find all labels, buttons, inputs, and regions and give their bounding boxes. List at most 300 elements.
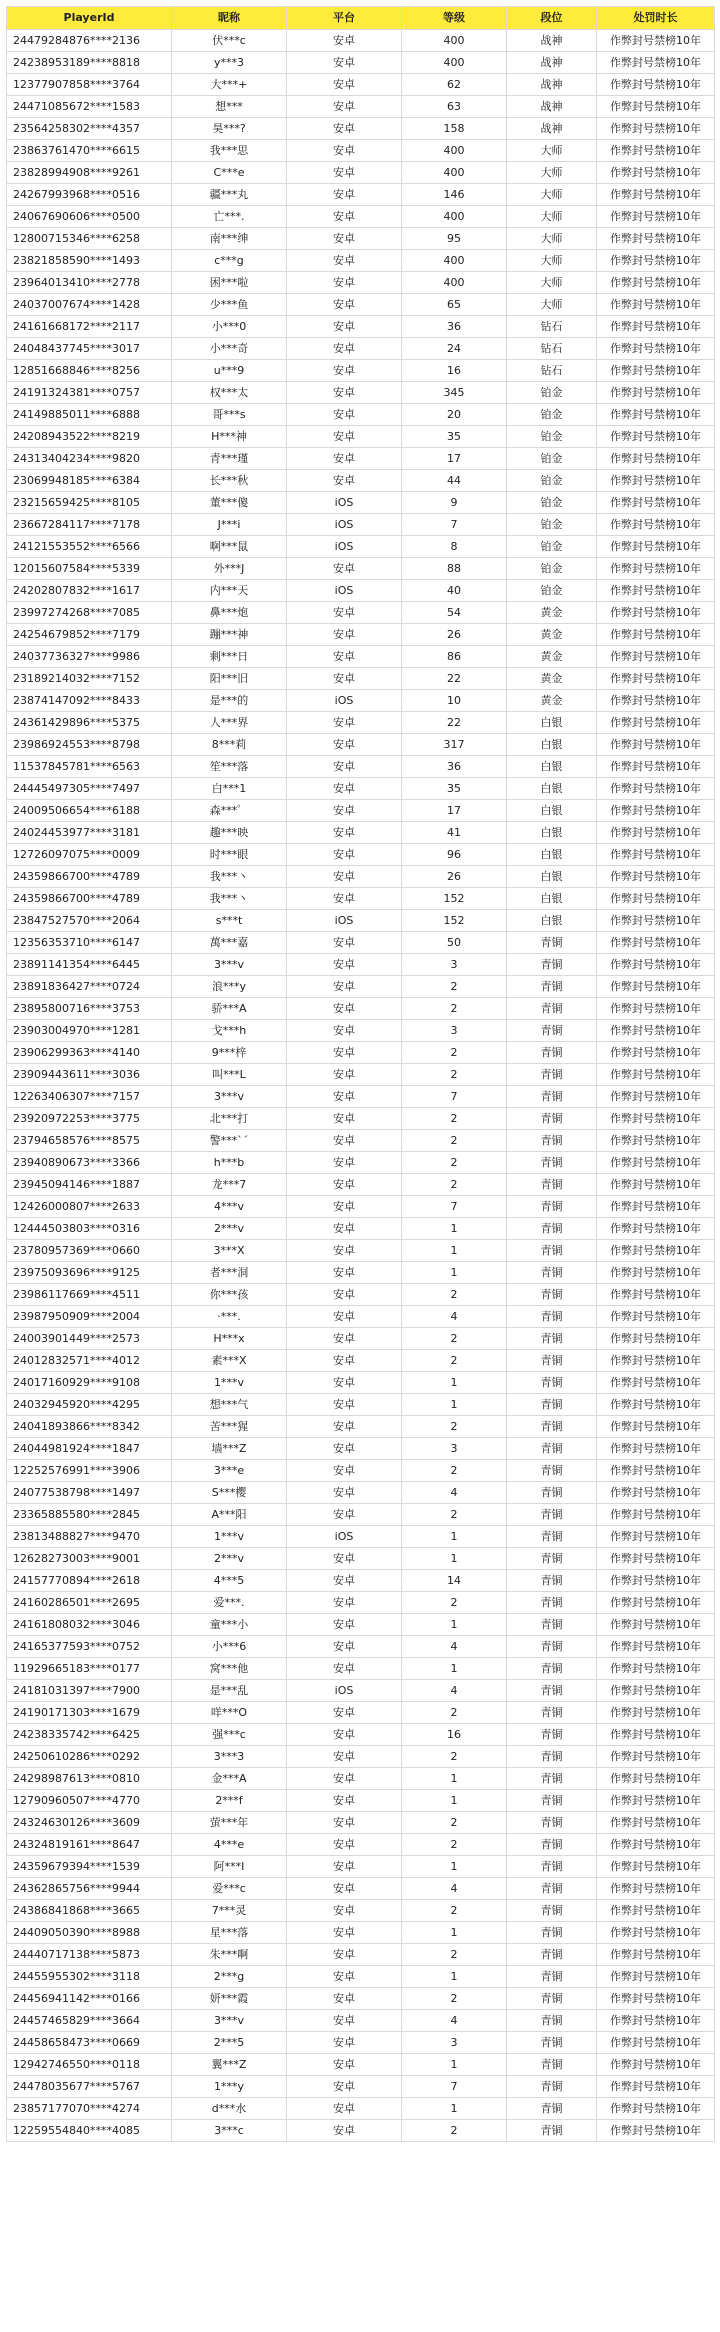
rank-cell: 铂金 (507, 536, 597, 558)
player-id-cell: 12790960507****4770 (7, 1790, 172, 1812)
table-row (7, 1768, 715, 1790)
nickname-cell: 我***思 (172, 140, 287, 162)
table-row (7, 294, 715, 316)
penalty-cell: 作弊封号禁榜10年 (597, 954, 715, 976)
rank-cell: 黄金 (507, 668, 597, 690)
level-cell: 3 (402, 1438, 507, 1460)
level-cell: 36 (402, 316, 507, 338)
player-id-cell: 12426000807****2633 (7, 1196, 172, 1218)
level-cell: 1 (402, 1790, 507, 1812)
player-id-cell: 24456941142****0166 (7, 1988, 172, 2010)
player-id-cell: 23920972253****3775 (7, 1108, 172, 1130)
nickname-cell: 想*** (172, 96, 287, 118)
table-row (7, 1482, 715, 1504)
rank-cell: 青铜 (507, 1768, 597, 1790)
platform-cell: 安卓 (287, 74, 402, 96)
level-cell: 86 (402, 646, 507, 668)
penalty-cell: 作弊封号禁榜10年 (597, 866, 715, 888)
platform-cell: 安卓 (287, 1130, 402, 1152)
level-cell: 88 (402, 558, 507, 580)
nickname-cell: 者***洞 (172, 1262, 287, 1284)
rank-cell: 白银 (507, 844, 597, 866)
level-cell: 2 (402, 1812, 507, 1834)
platform-cell: 安卓 (287, 184, 402, 206)
level-cell: 1 (402, 1856, 507, 1878)
table-row (7, 1086, 715, 1108)
platform-cell: 安卓 (287, 1988, 402, 2010)
table-row (7, 206, 715, 228)
player-id-cell: 23828994908****9261 (7, 162, 172, 184)
platform-cell: 安卓 (287, 1460, 402, 1482)
penalty-cell: 作弊封号禁榜10年 (597, 558, 715, 580)
table-row (7, 2076, 715, 2098)
level-cell: 158 (402, 118, 507, 140)
level-cell: 14 (402, 1570, 507, 1592)
level-cell: 400 (402, 250, 507, 272)
penalty-cell: 作弊封号禁榜10年 (597, 184, 715, 206)
nickname-cell: 3***e (172, 1460, 287, 1482)
penalty-cell: 作弊封号禁榜10年 (597, 888, 715, 910)
penalty-cell: 作弊封号禁榜10年 (597, 2098, 715, 2120)
platform-cell: 安卓 (287, 1152, 402, 1174)
table-row (7, 250, 715, 272)
player-id-cell: 12015607584****5339 (7, 558, 172, 580)
rank-cell: 青铜 (507, 1790, 597, 1812)
player-id-cell: 23069948185****6384 (7, 470, 172, 492)
table-row (7, 646, 715, 668)
penalty-cell: 作弊封号禁榜10年 (597, 492, 715, 514)
rank-cell: 青铜 (507, 2054, 597, 2076)
table-row (7, 800, 715, 822)
penalty-cell: 作弊封号禁榜10年 (597, 2054, 715, 2076)
nickname-cell: 北***打 (172, 1108, 287, 1130)
level-cell: 3 (402, 2032, 507, 2054)
nickname-cell: 叫***L (172, 1064, 287, 1086)
table-row (7, 602, 715, 624)
nickname-cell: 7***灵 (172, 1900, 287, 1922)
level-cell: 44 (402, 470, 507, 492)
rank-cell: 青铜 (507, 2098, 597, 2120)
platform-cell: 安卓 (287, 1020, 402, 1042)
table-row (7, 74, 715, 96)
rank-cell: 白银 (507, 910, 597, 932)
level-cell: 1 (402, 1240, 507, 1262)
table-row (7, 1592, 715, 1614)
platform-cell: 安卓 (287, 1548, 402, 1570)
player-id-cell: 23964013410****2778 (7, 272, 172, 294)
rank-cell: 大师 (507, 250, 597, 272)
level-cell: 35 (402, 778, 507, 800)
rank-cell: 战神 (507, 30, 597, 52)
penalty-cell: 作弊封号禁榜10年 (597, 1658, 715, 1680)
nickname-cell: 爱***c (172, 1878, 287, 1900)
rank-cell: 战神 (507, 96, 597, 118)
rank-cell: 铂金 (507, 492, 597, 514)
level-cell: 10 (402, 690, 507, 712)
table-row (7, 866, 715, 888)
rank-cell: 战神 (507, 118, 597, 140)
platform-cell: iOS (287, 514, 402, 536)
platform-cell: 安卓 (287, 1306, 402, 1328)
table-row (7, 2032, 715, 2054)
rank-cell: 青铜 (507, 1372, 597, 1394)
rank-cell: 青铜 (507, 1614, 597, 1636)
rank-cell: 青铜 (507, 976, 597, 998)
player-id-cell: 24440717138****5873 (7, 1944, 172, 1966)
nickname-cell: 窝***他 (172, 1658, 287, 1680)
rank-cell: 青铜 (507, 1548, 597, 1570)
penalty-cell: 作弊封号禁榜10年 (597, 1284, 715, 1306)
rank-cell: 青铜 (507, 998, 597, 1020)
rank-cell: 大师 (507, 162, 597, 184)
rank-cell: 大师 (507, 228, 597, 250)
platform-cell: 安卓 (287, 756, 402, 778)
penalty-cell: 作弊封号禁榜10年 (597, 1878, 715, 1900)
platform-cell: 安卓 (287, 1350, 402, 1372)
player-id-cell: 24409050390****8988 (7, 1922, 172, 1944)
penalty-cell: 作弊封号禁榜10年 (597, 1460, 715, 1482)
penalty-cell: 作弊封号禁榜10年 (597, 536, 715, 558)
player-id-cell: 24037736327****9986 (7, 646, 172, 668)
table-row (7, 2120, 715, 2142)
table-row (7, 932, 715, 954)
nickname-cell: 素***X (172, 1350, 287, 1372)
rank-cell: 大师 (507, 294, 597, 316)
rank-cell: 白银 (507, 712, 597, 734)
penalty-cell: 作弊封号禁榜10年 (597, 1372, 715, 1394)
penalty-cell: 作弊封号禁榜10年 (597, 1548, 715, 1570)
penalty-cell: 作弊封号禁榜10年 (597, 316, 715, 338)
level-cell: 2 (402, 998, 507, 1020)
level-cell: 22 (402, 712, 507, 734)
level-cell: 2 (402, 1284, 507, 1306)
player-id-cell: 24455955302****3118 (7, 1966, 172, 1988)
level-cell: 2 (402, 1900, 507, 1922)
penalty-cell: 作弊封号禁榜10年 (597, 1724, 715, 1746)
table-row (7, 426, 715, 448)
platform-cell: iOS (287, 492, 402, 514)
level-cell: 2 (402, 1152, 507, 1174)
penalty-cell: 作弊封号禁榜10年 (597, 1218, 715, 1240)
nickname-cell: 朱***啊 (172, 1944, 287, 1966)
player-id-cell: 23986117669****4511 (7, 1284, 172, 1306)
platform-cell: 安卓 (287, 1086, 402, 1108)
player-id-cell: 23365885580****2845 (7, 1504, 172, 1526)
platform-cell: 安卓 (287, 30, 402, 52)
table-row (7, 1218, 715, 1240)
table-row (7, 470, 715, 492)
platform-cell: 安卓 (287, 1372, 402, 1394)
penalty-cell: 作弊封号禁榜10年 (597, 1350, 715, 1372)
player-id-cell: 23997274268****7085 (7, 602, 172, 624)
nickname-cell: 我***丶 (172, 888, 287, 910)
penalty-cell: 作弊封号禁榜10年 (597, 1394, 715, 1416)
table-row (7, 1350, 715, 1372)
penalty-cell: 作弊封号禁榜10年 (597, 96, 715, 118)
nickname-cell: 外***J (172, 558, 287, 580)
platform-cell: 安卓 (287, 162, 402, 184)
platform-cell: 安卓 (287, 1768, 402, 1790)
level-cell: 2 (402, 1460, 507, 1482)
table-row (7, 580, 715, 602)
penalty-cell: 作弊封号禁榜10年 (597, 602, 715, 624)
platform-cell: 安卓 (287, 272, 402, 294)
platform-cell: 安卓 (287, 976, 402, 998)
platform-cell: 安卓 (287, 1504, 402, 1526)
level-cell: 2 (402, 1108, 507, 1130)
penalty-cell: 作弊封号禁榜10年 (597, 712, 715, 734)
rank-cell: 青铜 (507, 1504, 597, 1526)
table-row (7, 338, 715, 360)
player-id-cell: 24067690606****0500 (7, 206, 172, 228)
nickname-cell: 4***e (172, 1834, 287, 1856)
nickname-cell: 萬***嘉 (172, 932, 287, 954)
player-id-cell: 24313404234****9820 (7, 448, 172, 470)
penalty-cell: 作弊封号禁榜10年 (597, 998, 715, 1020)
penalty-cell: 作弊封号禁榜10年 (597, 646, 715, 668)
platform-cell: iOS (287, 1680, 402, 1702)
nickname-cell: 妍***霞 (172, 1988, 287, 2010)
penalty-cell: 作弊封号禁榜10年 (597, 910, 715, 932)
nickname-cell: 4***v (172, 1196, 287, 1218)
rank-cell: 青铜 (507, 1394, 597, 1416)
table-row (7, 1658, 715, 1680)
player-id-cell: 23667284117****7178 (7, 514, 172, 536)
table-row (7, 844, 715, 866)
rank-cell: 白银 (507, 778, 597, 800)
nickname-cell: S***樱 (172, 1482, 287, 1504)
level-cell: 400 (402, 140, 507, 162)
table-row (7, 1020, 715, 1042)
rank-cell: 青铜 (507, 1966, 597, 1988)
player-id-cell: 23903004970****1281 (7, 1020, 172, 1042)
level-cell: 400 (402, 52, 507, 74)
table-row (7, 1284, 715, 1306)
table-row (7, 404, 715, 426)
platform-cell: 安卓 (287, 1174, 402, 1196)
player-id-cell: 12726097075****0009 (7, 844, 172, 866)
player-id-cell: 24386841868****3665 (7, 1900, 172, 1922)
nickname-cell: 翼***Z (172, 2054, 287, 2076)
penalty-cell: 作弊封号禁榜10年 (597, 976, 715, 998)
table-row (7, 316, 715, 338)
rank-cell: 白银 (507, 734, 597, 756)
rank-cell: 战神 (507, 52, 597, 74)
player-id-cell: 24190171303****1679 (7, 1702, 172, 1724)
table-row (7, 778, 715, 800)
platform-cell: 安卓 (287, 1240, 402, 1262)
platform-cell: 安卓 (287, 382, 402, 404)
level-cell: 4 (402, 1482, 507, 1504)
level-cell: 4 (402, 2010, 507, 2032)
level-cell: 4 (402, 1306, 507, 1328)
platform-cell: 安卓 (287, 294, 402, 316)
nickname-cell: 小***奇 (172, 338, 287, 360)
level-cell: 2 (402, 1746, 507, 1768)
player-id-cell: 24208943522****8219 (7, 426, 172, 448)
table-row (7, 1416, 715, 1438)
rank-cell: 青铜 (507, 1944, 597, 1966)
penalty-cell: 作弊封号禁榜10年 (597, 228, 715, 250)
nickname-cell: 蹦***神 (172, 624, 287, 646)
nickname-cell: 3***v (172, 1086, 287, 1108)
penalty-cell: 作弊封号禁榜10年 (597, 2120, 715, 2142)
nickname-cell: 鼻***炮 (172, 602, 287, 624)
level-cell: 400 (402, 30, 507, 52)
player-id-cell: 24202807832****1617 (7, 580, 172, 602)
table-row (7, 30, 715, 52)
platform-cell: 安卓 (287, 1394, 402, 1416)
player-id-cell: 23215659425****8105 (7, 492, 172, 514)
level-cell: 65 (402, 294, 507, 316)
level-cell: 54 (402, 602, 507, 624)
platform-cell: 安卓 (287, 96, 402, 118)
rank-cell: 白银 (507, 822, 597, 844)
nickname-cell: 浪***y (172, 976, 287, 998)
rank-cell: 铂金 (507, 448, 597, 470)
penalty-cell: 作弊封号禁榜10年 (597, 932, 715, 954)
nickname-cell: u***9 (172, 360, 287, 382)
nickname-cell: 困***啦 (172, 272, 287, 294)
level-cell: 3 (402, 954, 507, 976)
player-id-cell: 24457465829****3664 (7, 2010, 172, 2032)
player-id-cell: 23909443611****3036 (7, 1064, 172, 1086)
nickname-cell: 长***秋 (172, 470, 287, 492)
platform-cell: 安卓 (287, 228, 402, 250)
level-cell: 9 (402, 492, 507, 514)
platform-cell: 安卓 (287, 140, 402, 162)
level-cell: 2 (402, 1350, 507, 1372)
table-header (7, 7, 715, 30)
nickname-cell: d***水 (172, 2098, 287, 2120)
table-row (7, 1372, 715, 1394)
penalty-cell: 作弊封号禁榜10年 (597, 580, 715, 602)
rank-cell: 青铜 (507, 1922, 597, 1944)
player-id-cell: 24361429896****5375 (7, 712, 172, 734)
level-cell: 16 (402, 360, 507, 382)
nickname-cell: 内***天 (172, 580, 287, 602)
platform-cell: 安卓 (287, 470, 402, 492)
player-id-cell: 24478035677****5767 (7, 2076, 172, 2098)
player-id-cell: 24458658473****0669 (7, 2032, 172, 2054)
nickname-cell: 少***鱼 (172, 294, 287, 316)
nickname-cell: 白***1 (172, 778, 287, 800)
penalty-cell: 作弊封号禁榜10年 (597, 52, 715, 74)
penalty-cell: 作弊封号禁榜10年 (597, 1020, 715, 1042)
rank-cell: 铂金 (507, 470, 597, 492)
nickname-cell: c***g (172, 250, 287, 272)
rank-cell: 青铜 (507, 1174, 597, 1196)
player-id-cell: 23891141354****6445 (7, 954, 172, 976)
platform-cell: 安卓 (287, 1064, 402, 1086)
rank-cell: 青铜 (507, 2010, 597, 2032)
table-row (7, 1526, 715, 1548)
table-row (7, 822, 715, 844)
nickname-cell: 想***气 (172, 1394, 287, 1416)
table-row (7, 2010, 715, 2032)
level-cell: 63 (402, 96, 507, 118)
penalty-cell: 作弊封号禁榜10年 (597, 1570, 715, 1592)
nickname-cell: C***e (172, 162, 287, 184)
level-cell: 2 (402, 1944, 507, 1966)
rank-cell: 青铜 (507, 1900, 597, 1922)
player-id-cell: 24359866700****4789 (7, 888, 172, 910)
rank-cell: 青铜 (507, 932, 597, 954)
player-id-cell: 24032945920****4295 (7, 1394, 172, 1416)
player-id-cell: 24359679394****1539 (7, 1856, 172, 1878)
player-id-cell: 23847527570****2064 (7, 910, 172, 932)
nickname-cell: 8***莉 (172, 734, 287, 756)
table-row (7, 1240, 715, 1262)
penalty-cell: 作弊封号禁榜10年 (597, 1680, 715, 1702)
table-row (7, 52, 715, 74)
rank-cell: 铂金 (507, 558, 597, 580)
player-id-cell: 24267993968****0516 (7, 184, 172, 206)
player-id-cell: 24324630126****3609 (7, 1812, 172, 1834)
platform-cell: 安卓 (287, 1790, 402, 1812)
penalty-cell: 作弊封号禁榜10年 (597, 1504, 715, 1526)
penalty-cell: 作弊封号禁榜10年 (597, 206, 715, 228)
nickname-cell: 3***3 (172, 1746, 287, 1768)
rank-cell: 白银 (507, 888, 597, 910)
table-row (7, 1394, 715, 1416)
rank-cell: 青铜 (507, 1526, 597, 1548)
penalty-cell: 作弊封号禁榜10年 (597, 1064, 715, 1086)
level-cell: 2 (402, 1702, 507, 1724)
player-id-cell: 24044981924****1847 (7, 1438, 172, 1460)
nickname-cell: 伏***c (172, 30, 287, 52)
player-id-cell: 23940890673****3366 (7, 1152, 172, 1174)
table-row (7, 998, 715, 1020)
rank-cell: 青铜 (507, 1020, 597, 1042)
penalty-cell: 作弊封号禁榜10年 (597, 844, 715, 866)
penalty-cell: 作弊封号禁榜10年 (597, 800, 715, 822)
penalty-cell: 作弊封号禁榜10年 (597, 1438, 715, 1460)
nickname-cell: 小***6 (172, 1636, 287, 1658)
level-cell: 400 (402, 206, 507, 228)
platform-cell: 安卓 (287, 2076, 402, 2098)
table-row (7, 1614, 715, 1636)
nickname-cell: 董***傻 (172, 492, 287, 514)
level-cell: 17 (402, 448, 507, 470)
table-row (7, 228, 715, 250)
level-cell: 146 (402, 184, 507, 206)
player-id-cell: 24250610286****0292 (7, 1746, 172, 1768)
table-row (7, 1790, 715, 1812)
level-cell: 7 (402, 1196, 507, 1218)
player-id-cell: 24238335742****6425 (7, 1724, 172, 1746)
nickname-cell: 大***+ (172, 74, 287, 96)
table-body (7, 30, 715, 2142)
player-id-cell: 24165377593****0752 (7, 1636, 172, 1658)
platform-cell: 安卓 (287, 1262, 402, 1284)
player-id-cell: 12356353710****6147 (7, 932, 172, 954)
penalty-cell: 作弊封号禁榜10年 (597, 382, 715, 404)
player-id-cell: 24157770894****2618 (7, 1570, 172, 1592)
penalty-cell: 作弊封号禁榜10年 (597, 734, 715, 756)
penalty-cell: 作弊封号禁榜10年 (597, 404, 715, 426)
level-cell: 26 (402, 866, 507, 888)
table-row (7, 536, 715, 558)
nickname-cell: 2***5 (172, 2032, 287, 2054)
table-row (7, 1570, 715, 1592)
platform-cell: 安卓 (287, 1218, 402, 1240)
player-id-cell: 12263406307****7157 (7, 1086, 172, 1108)
table-row (7, 1328, 715, 1350)
rank-cell: 青铜 (507, 1438, 597, 1460)
penalty-cell: 作弊封号禁榜10年 (597, 1966, 715, 1988)
level-cell: 2 (402, 2120, 507, 2142)
